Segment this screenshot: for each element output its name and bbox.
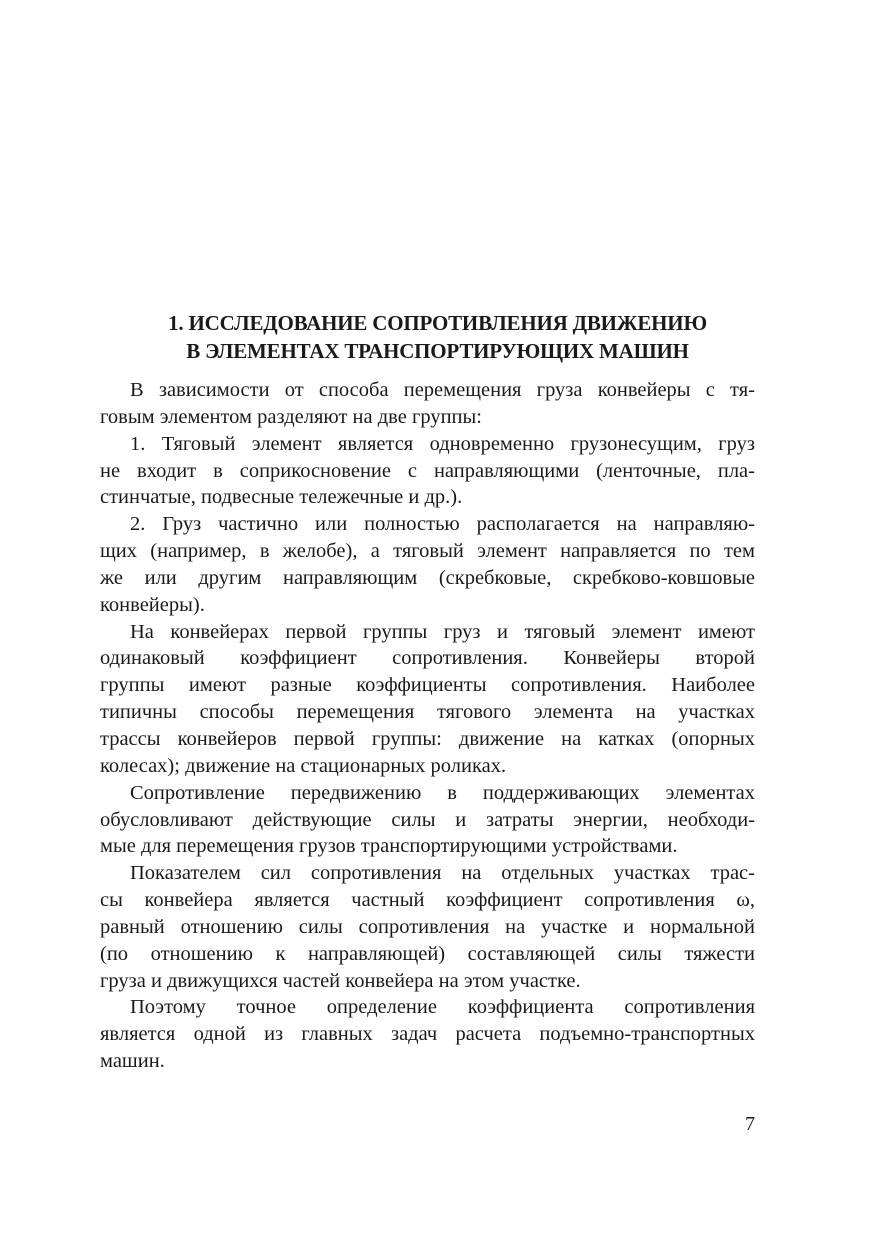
paragraph-intro xyxy=(100,377,755,431)
paragraph-group-2 xyxy=(100,511,755,618)
text-line: типичны способы перемещения тягового элемента на участках xyxy=(100,701,755,724)
text-line: мые для перемещения грузов транспортирующими устройствами. xyxy=(100,835,678,858)
text-line: равный отношению силы сопротивления на участке и нормальной xyxy=(100,915,755,938)
text-line: обусловливают действующие силы и затраты энергии, необходи- xyxy=(100,808,755,831)
text-line: 1. Тяговый элемент является одновременно грузонесущим, груз xyxy=(130,432,755,455)
text-line: является одной из главных задач расчета подъемно-транспортных xyxy=(100,1023,755,1046)
text-line: машин. xyxy=(100,1050,165,1073)
text-line: 2. Груз частично или полностью располагается на направляю- xyxy=(130,513,755,536)
text-line: группы имеют разные коэффициенты сопротивления. Наиболее xyxy=(100,674,755,697)
text-line: Сопротивление передвижению в поддерживающих элементах xyxy=(130,781,755,804)
text-line: конвейеры). xyxy=(100,593,205,616)
text-line: Показателем сил сопротивления на отдельных участках трас- xyxy=(130,862,755,885)
chapter-heading xyxy=(100,309,775,365)
chapter-heading-line-1: 1. ИССЛЕДОВАНИЕ СОПРОТИВЛЕНИЯ ДВИЖЕНИЮ xyxy=(168,311,707,335)
paragraph-conveyor-groups xyxy=(100,619,755,780)
text-line: не входит в соприкосновение с направляющими (ленточные, пла- xyxy=(100,459,755,482)
text-line: груза и движущихся частей конвейера на этом участке. xyxy=(100,969,581,992)
text-line: На конвейерах первой группы груз и тяговый элемент имеют xyxy=(130,620,755,643)
paragraph-resistance xyxy=(100,780,755,861)
text-line: говым элементом разделяют на две группы: xyxy=(100,405,482,428)
chapter-heading-line-2: В ЭЛЕМЕНТАХ ТРАНСПОРТИРУЮЩИХ МАШИН xyxy=(186,339,689,363)
text-line: щих (например, в желобе), а тяговый элемент направляется по тем xyxy=(100,540,755,563)
text-line: стинчатые, подвесные тележечные и др.). xyxy=(100,486,463,509)
text-line: трассы конвейеров первой группы: движение на катках (опорных xyxy=(100,727,755,750)
text-line: одинаковый коэффициент сопротивления. Конвейеры второй xyxy=(100,647,755,670)
page-number: 7 xyxy=(745,1113,755,1135)
body-text xyxy=(100,377,755,1075)
paragraph-coefficient xyxy=(100,860,755,994)
paragraph-conclusion xyxy=(100,994,755,1075)
text-line: сы конвейера является частный коэффициент сопротивления ω, xyxy=(100,889,755,912)
text-line: же или другим направляющим (скребковые, скребково-ковшовые xyxy=(100,566,755,589)
paragraph-group-1 xyxy=(100,431,755,512)
text-line: колесах); движение на стационарных роликах. xyxy=(100,754,507,777)
text-line: В зависимости от способа перемещения груза конвейеры с тя- xyxy=(130,379,755,401)
text-line: Поэтому точное определение коэффициента сопротивления xyxy=(130,996,755,1019)
text-line: (по отношению к направляющей) составляющей силы тяжести xyxy=(100,942,755,965)
